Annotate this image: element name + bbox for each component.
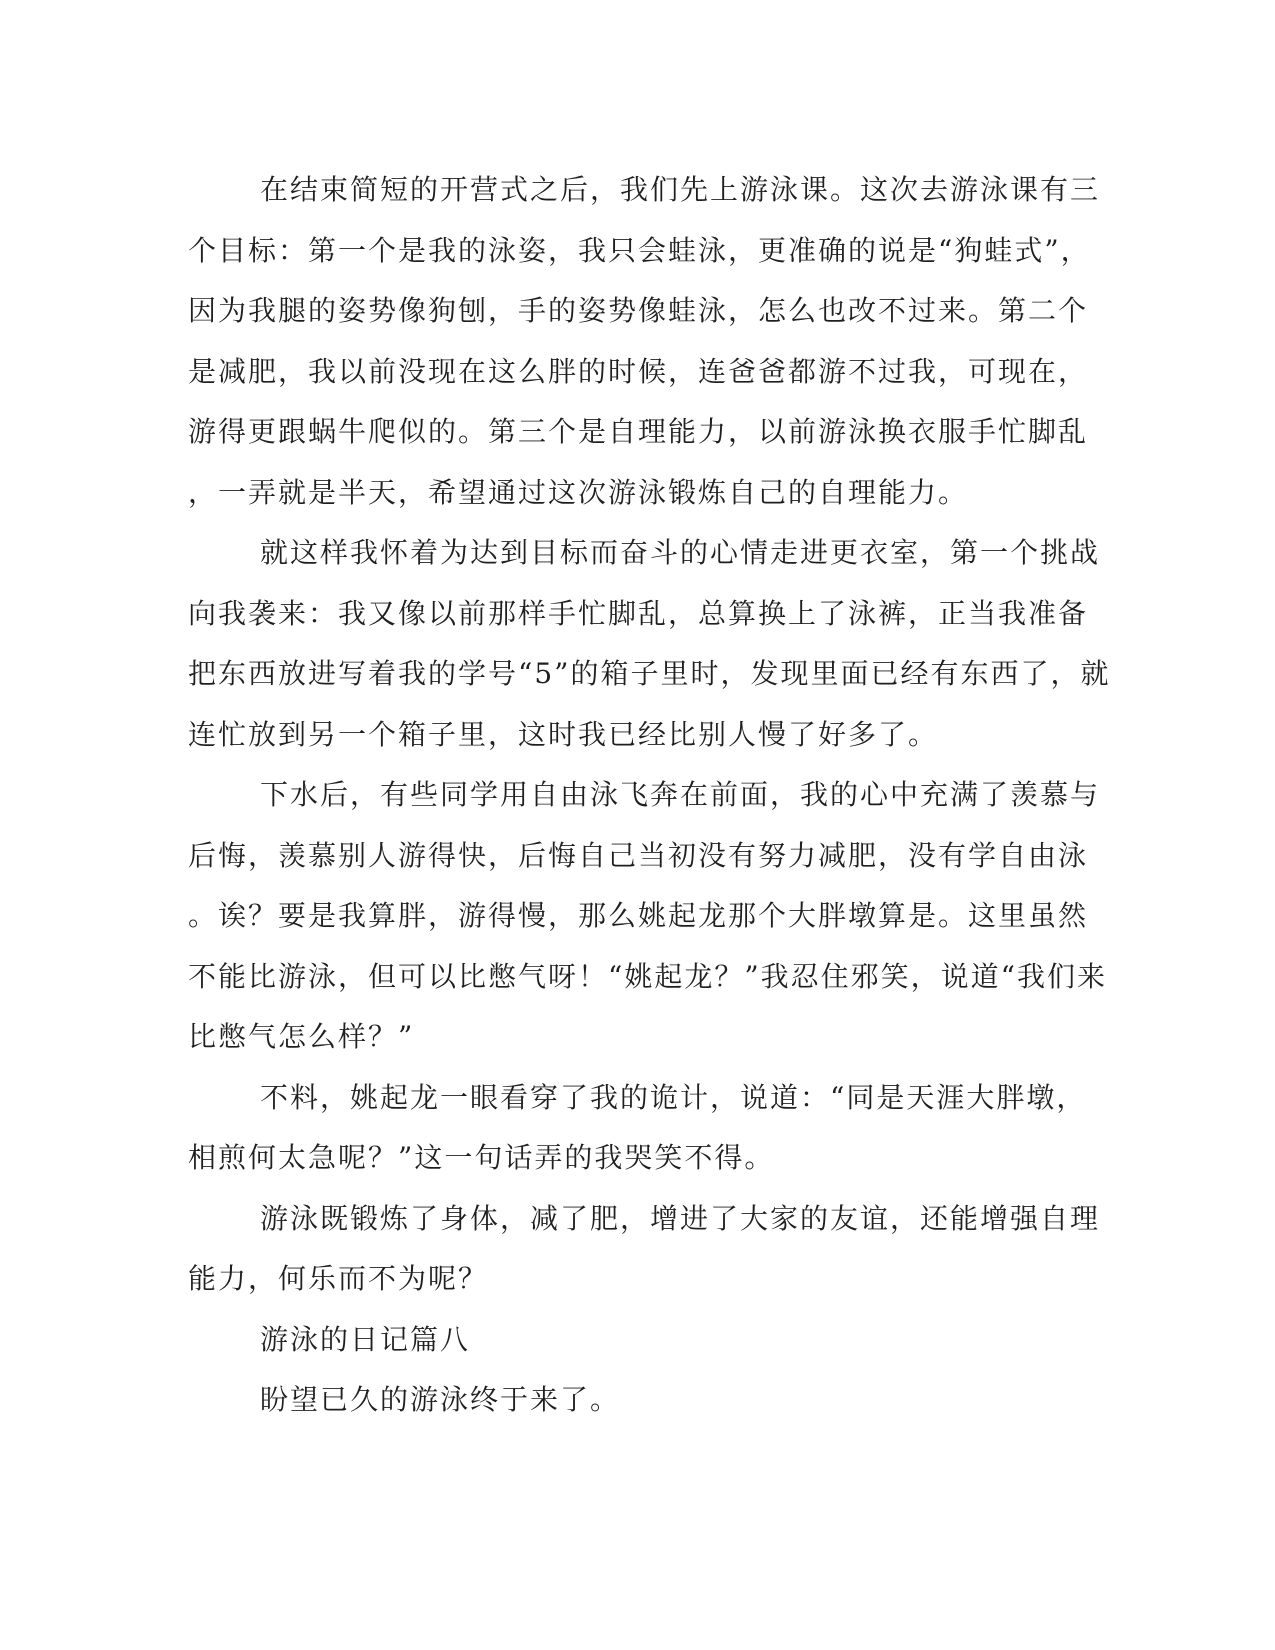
text-line: 是减肥，我以前没现在这么胖的时候，连爸爸都游不过我，可现在， <box>188 354 1089 388</box>
text-line: 向我袭来：我又像以前那样手忙脚乱，总算换上了泳裤，正当我准备 <box>188 596 1089 630</box>
text-line: 在结束简短的开营式之后，我们先上游泳课。这次去游泳课有三 <box>260 173 1101 206</box>
text-line: 下水后，有些同学用自由泳飞奔在前面，我的心中充满了羡慕与 <box>260 778 1101 811</box>
text-line: 能力，何乐而不为呢？ <box>188 1262 489 1295</box>
text-line: 比憋气怎么样？” <box>188 1020 415 1053</box>
text-line: 。诶？要是我算胖，游得慢，那么姚起龙那个大胖墩算是。这里虽然 <box>188 899 1089 932</box>
text-line: 就这样我怀着为达到目标而奋斗的心情走进更衣室，第一个挑战 <box>260 536 1101 569</box>
text-line: 盼望已久的游泳终于来了。 <box>260 1383 621 1416</box>
text-line: 因为我腿的姿势像狗刨，手的姿势像蛙泳，怎么也改不过来。第二个 <box>188 294 1089 327</box>
text-line: ，一弄就是半天，希望通过这次游泳锻炼自己的自理能力。 <box>188 475 969 509</box>
text-line: 连忙放到另一个箱子里，这时我已经比别人慢了好多了。 <box>188 717 939 751</box>
text-line: 不能比游泳，但可以比憋气呀！“姚起龙？”我忍住邪笑，说道“我们来 <box>188 959 1107 993</box>
text-line: 不料，姚起龙一眼看穿了我的诡计，说道：“同是天涯大胖墩， <box>260 1080 1087 1114</box>
section-heading: 游泳的日记篇八 <box>260 1322 471 1356</box>
text-line: 游得更跟蜗牛爬似的。第三个是自理能力，以前游泳换衣服手忙脚乱 <box>188 415 1089 448</box>
text-line: 个目标：第一个是我的泳姿，我只会蛙泳，更准确的说是“狗蛙式”， <box>188 233 1091 267</box>
document-body <box>188 160 1111 1431</box>
text-line: 相煎何太急呢？”这一句话弄的我哭笑不得。 <box>188 1141 775 1174</box>
text-line: 把东西放进写着我的学号“5”的箱子里时，发现里面已经有东西了，就 <box>188 657 1111 690</box>
text-line: 后悔，羡慕别人游得快，后悔自己当初没有努力减肥，没有学自由泳 <box>188 838 1089 872</box>
text-line: 游泳既锻炼了身体，减了肥，增进了大家的友谊，还能增强自理 <box>260 1201 1101 1235</box>
